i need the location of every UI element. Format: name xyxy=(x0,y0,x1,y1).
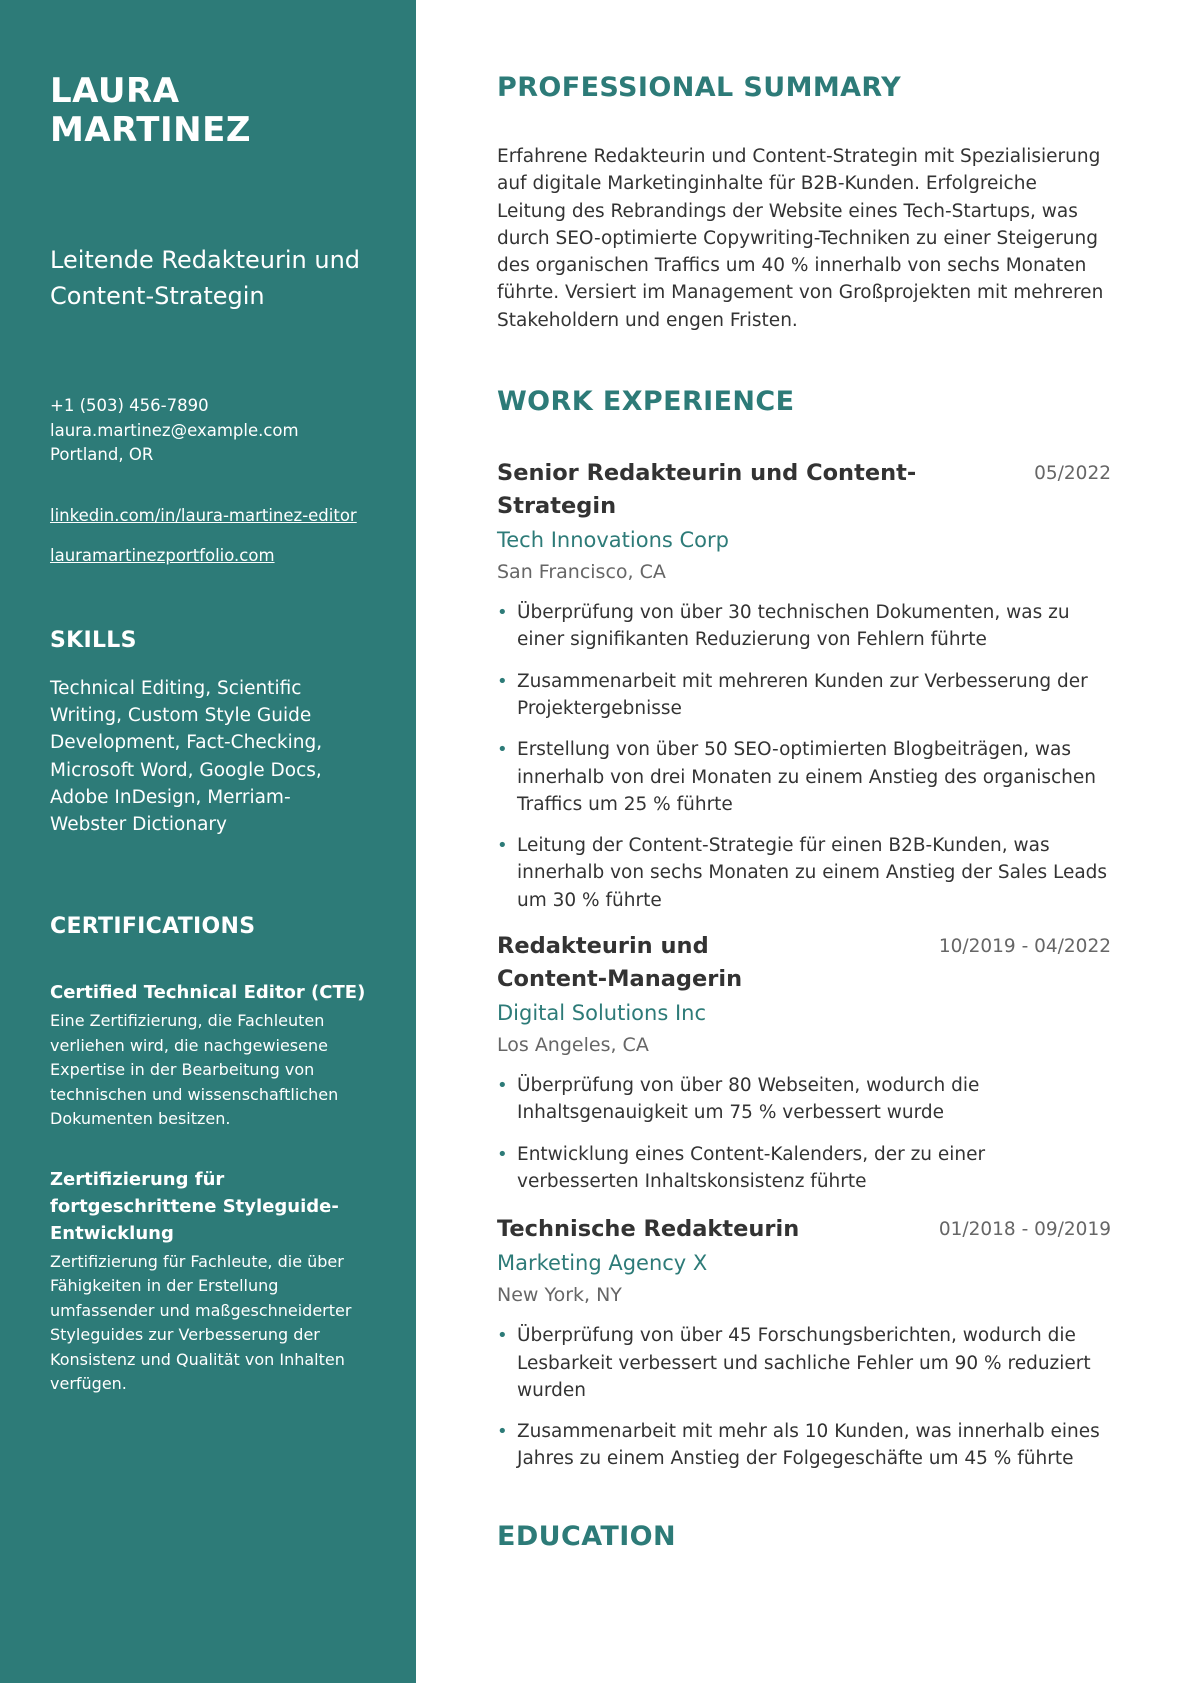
bullet-icon: • xyxy=(497,1325,508,1347)
phone-number: +1 (503) 456-7890 xyxy=(50,396,209,416)
sidebar xyxy=(0,0,416,1683)
job-location: San Francisco, CA xyxy=(497,561,666,584)
list-item xyxy=(497,832,1111,914)
candidate-role: Leitende Redakteurin und Content-Strategin xyxy=(50,246,361,311)
bullet-icon: • xyxy=(497,1421,508,1443)
job-entry xyxy=(497,1213,1111,1472)
list-item xyxy=(497,1418,1111,1473)
job-title: Technische Redakteurin xyxy=(497,1216,800,1243)
certification-item xyxy=(50,979,370,1132)
list-item xyxy=(497,736,1111,818)
certification-description: Zertifizierung für Fachleute, die über Fähigkeiten in der Erstellung umfassender und maßgeschneiderter Styleguides zur Verbesserung der Konsistenz und Qualität von Inhalten verfügen. xyxy=(50,1251,352,1394)
achievement-text: Überprüfung von über 30 technischen Dokumenten, was zu einer signifikanten Reduzierung von Fehlern führte xyxy=(517,602,1070,651)
achievement-text: Überprüfung von über 80 Webseiten, wodurch die Inhaltsgenauigkeit um 75 % verbessert wurde xyxy=(517,1075,980,1124)
certification-title: Zertifizierung für fortgeschrittene Styleguide-Entwicklung xyxy=(50,1168,339,1244)
contact-block xyxy=(50,394,370,468)
skills-heading: SKILLS xyxy=(50,627,137,653)
home-location: Portland, OR xyxy=(50,445,154,465)
company-name: Tech Innovations Corp xyxy=(497,528,729,553)
list-item xyxy=(497,1141,1111,1196)
list-item xyxy=(497,1322,1111,1404)
portfolio-link[interactable]: lauramartinezportfolio.com xyxy=(50,545,275,565)
job-header xyxy=(497,1213,1111,1246)
job-date: 10/2019 - 04/2022 xyxy=(938,936,1111,958)
job-location: Los Angeles, CA xyxy=(497,1034,649,1057)
bullet-icon: • xyxy=(497,670,508,692)
skills-list: Technical Editing, Scientific Writing, Custom Style Guide Development, Fact-Checking, Microsoft Word, Google Docs, Adobe InDesign, Merriam-Webster Dictionary xyxy=(50,677,323,836)
certification-title: Certified Technical Editor (CTE) xyxy=(50,982,366,1004)
bullet-icon: • xyxy=(497,602,508,624)
achievement-text: Entwicklung eines Content-Kalenders, der zu einer verbesserten Inhaltskonsistenz führte xyxy=(517,1143,986,1192)
bullet-icon: • xyxy=(497,835,508,857)
achievement-list xyxy=(497,1322,1111,1472)
achievement-text: Zusammenarbeit mit mehreren Kunden zur Verbesserung der Projektergebnisse xyxy=(517,670,1088,719)
bullet-icon: • xyxy=(497,1143,508,1165)
linkedin-link[interactable]: linkedin.com/in/laura-martinez-editor xyxy=(50,505,357,525)
list-item xyxy=(497,599,1111,654)
summary-heading: PROFESSIONAL SUMMARY xyxy=(497,72,902,103)
job-header xyxy=(497,457,1111,523)
job-entry xyxy=(497,930,1111,1195)
list-item xyxy=(497,668,1111,723)
summary-text: Erfahrene Redakteurin und Content-Strategin mit Spezialisierung auf digitale Marketinginhalte für B2B-Kunden. Erfolgreiche Leitung des Rebrandings der Website eines Tech-Startups, was durch SEO-optimierte Copywriting-Techniken zu einer Steigerung des organischen Traffics um 40 % innerhalb von sechs Monaten führte. Versiert im Management von Großprojekten mit mehreren Stakeholdern und engen Fristen. xyxy=(497,146,1104,331)
certification-item xyxy=(50,1166,370,1397)
company-name: Digital Solutions Inc xyxy=(497,1001,706,1026)
list-item xyxy=(497,1072,1111,1127)
email-address: laura.martinez@example.com xyxy=(50,420,299,440)
job-date: 05/2022 xyxy=(1034,463,1111,485)
achievement-text: Überprüfung von über 45 Forschungsberichten, wodurch die Lesbarkeit verbessert und sachliche Fehler um 90 % reduziert wurden xyxy=(517,1325,1091,1401)
main-content xyxy=(497,72,1111,1552)
job-header xyxy=(497,930,1111,996)
job-entry xyxy=(497,457,1111,914)
candidate-name: LAURA MARTINEZ xyxy=(50,71,251,151)
achievement-list xyxy=(497,599,1111,914)
certifications-heading: CERTIFICATIONS xyxy=(50,914,256,940)
achievement-text: Zusammenarbeit mit mehr als 10 Kunden, was innerhalb eines Jahres zu einem Anstieg der Folgegeschäfte um 45 % führte xyxy=(517,1421,1100,1470)
bullet-icon: • xyxy=(497,1075,508,1097)
company-name: Marketing Agency X xyxy=(497,1251,708,1276)
work-experience-heading: WORK EXPERIENCE xyxy=(497,386,795,418)
job-title: Redakteurin und Content-Managerin xyxy=(497,933,743,993)
education-heading: EDUCATION xyxy=(497,1520,677,1552)
job-title: Senior Redakteurin und Content-Strategin xyxy=(497,460,917,520)
achievement-text: Leitung der Content-Strategie für einen B2B-Kunden, was innerhalb von sechs Monaten zu einem Anstieg der Sales Leads um 30 % führte xyxy=(517,835,1108,911)
achievement-text: Erstellung von über 50 SEO-optimierten Blogbeiträgen, was innerhalb von drei Monaten zu einem Anstieg des organischen Traffics um 25 % führte xyxy=(517,739,1096,815)
certification-description: Eine Zertifizierung, die Fachleuten verliehen wird, die nachgewiesene Expertise in der Bearbeitung von technischen und wissenschaftlichen Dokumenten besitzen. xyxy=(50,1011,339,1129)
job-location: New York, NY xyxy=(497,1284,622,1307)
job-date: 01/2018 - 09/2019 xyxy=(938,1219,1111,1241)
bullet-icon: • xyxy=(497,739,508,761)
achievement-list xyxy=(497,1072,1111,1195)
